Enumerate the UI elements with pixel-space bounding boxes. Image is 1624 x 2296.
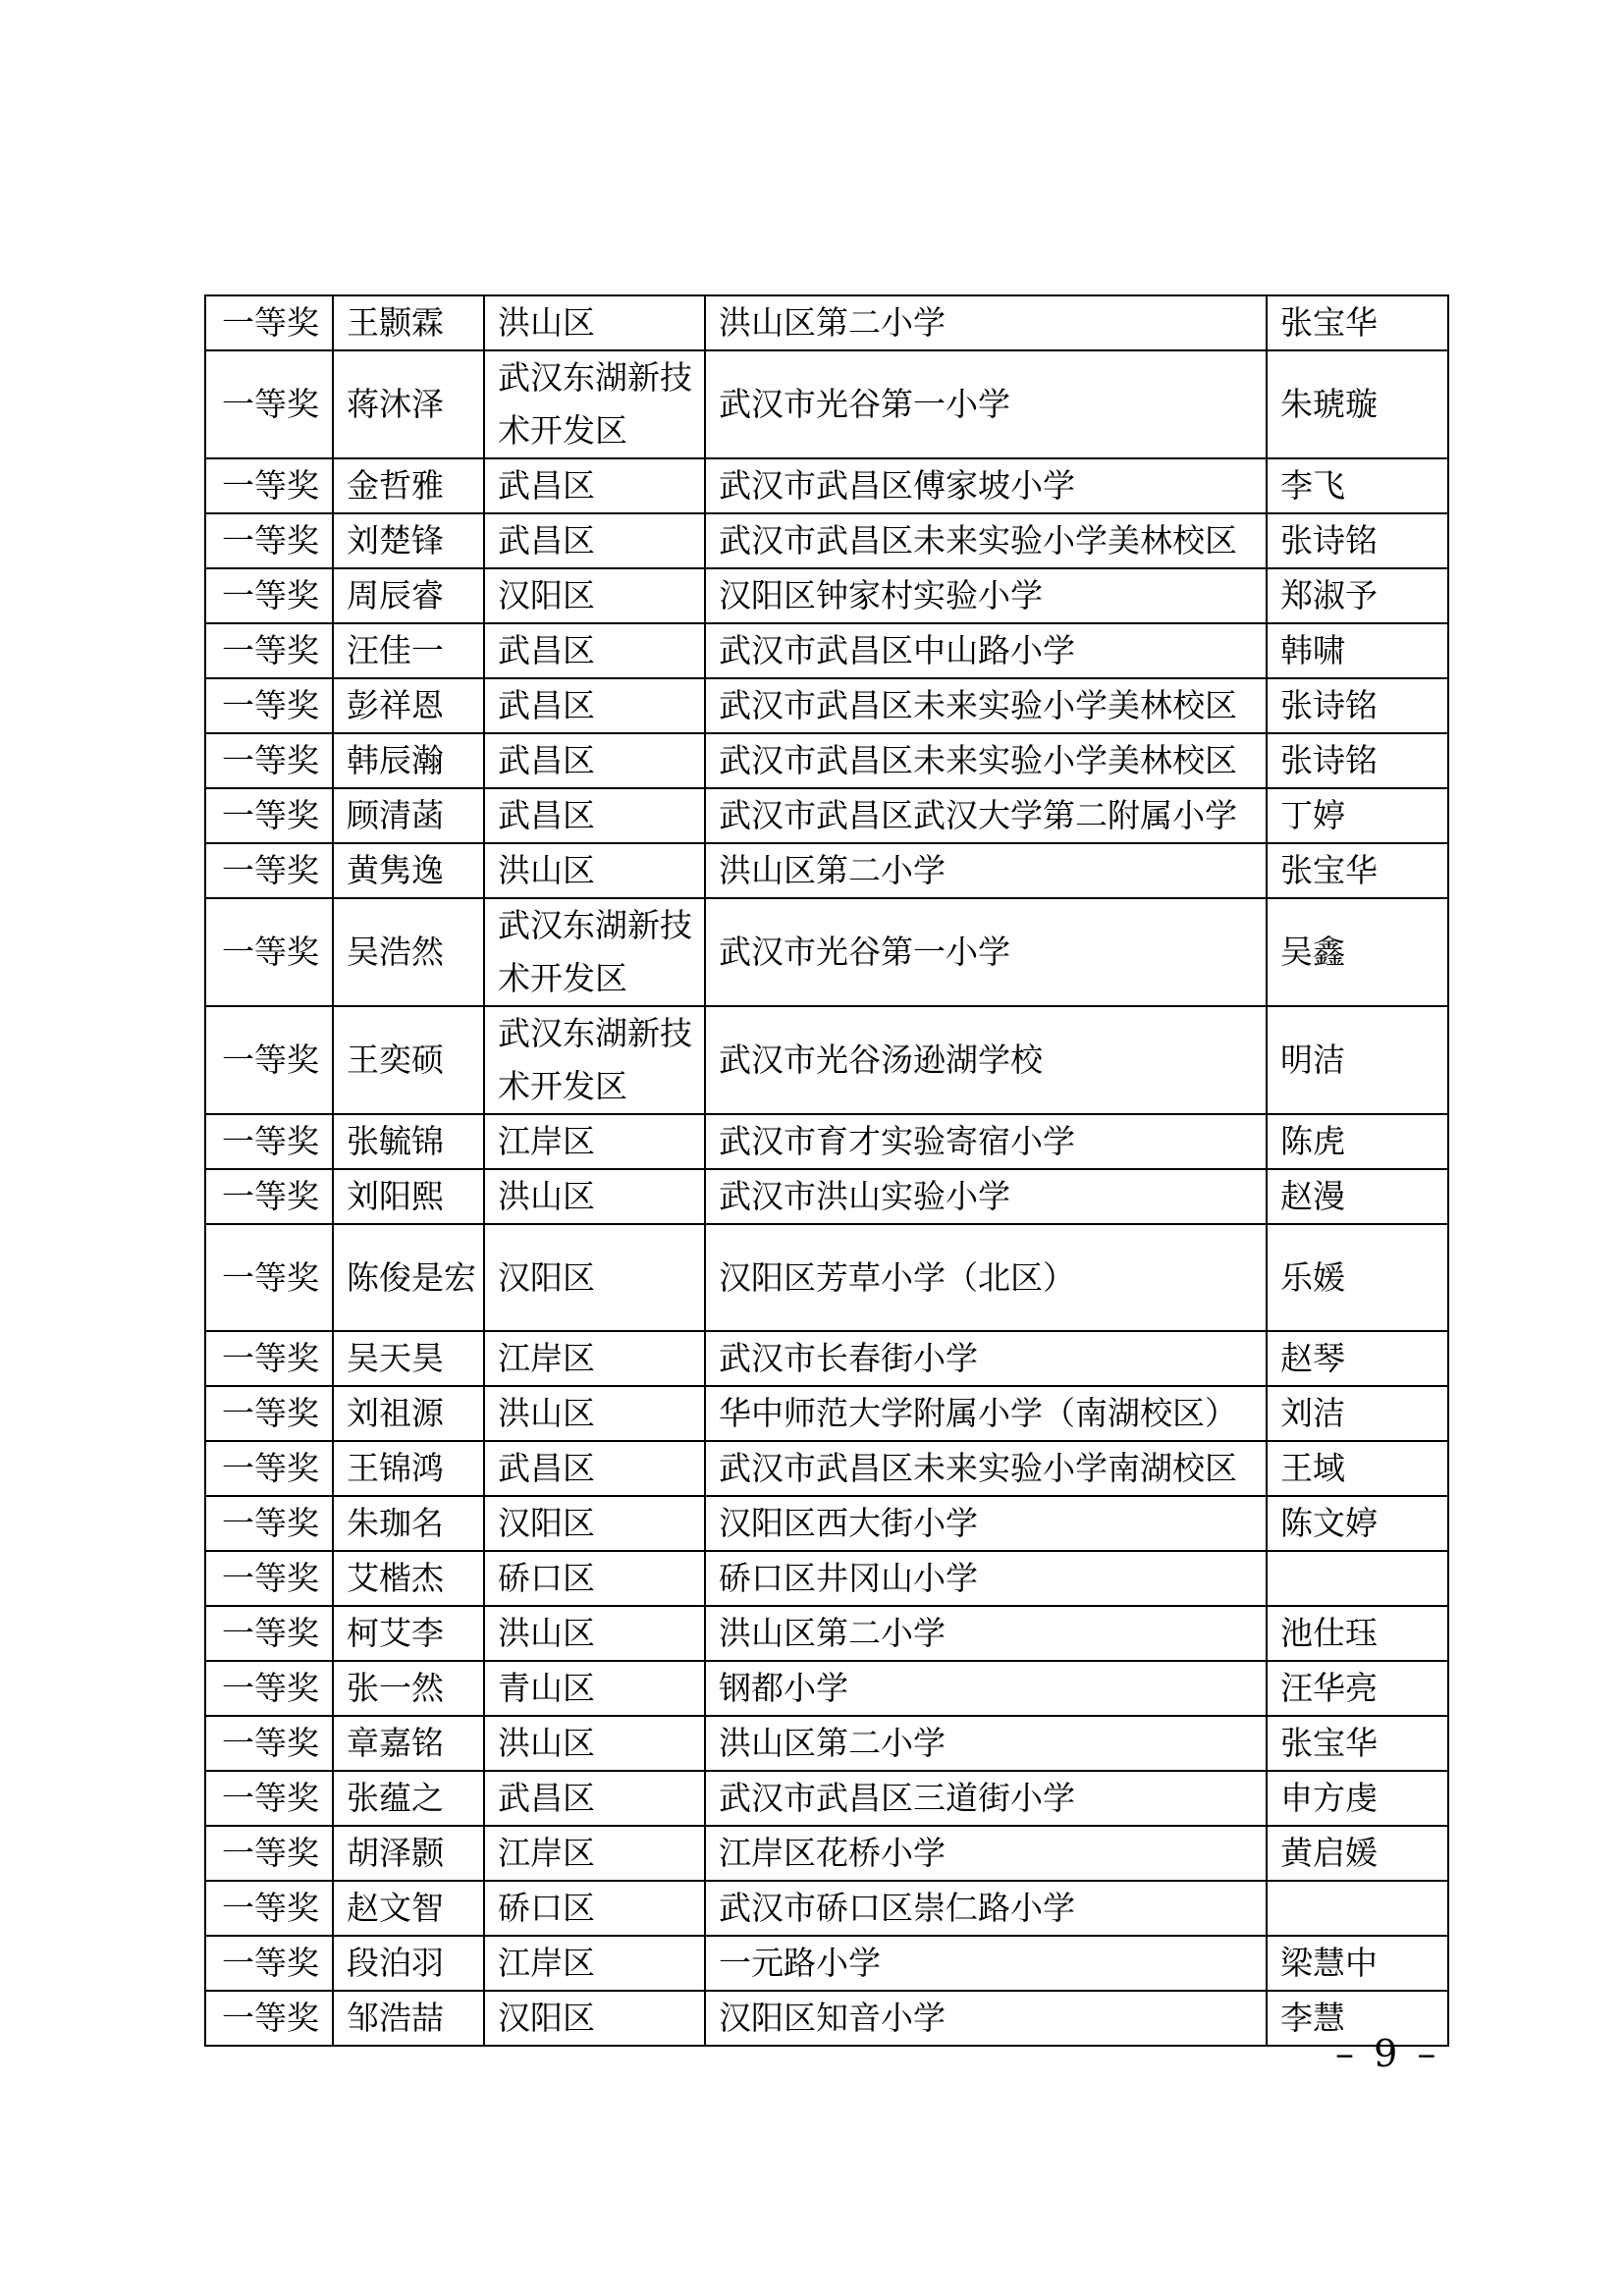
student-name-cell: 顾清菡 <box>333 788 484 843</box>
school-cell: 武汉市硚口区崇仁路小学 <box>705 1881 1267 1936</box>
table-row <box>205 1716 1448 1771</box>
teacher-cell: 韩啸 <box>1267 623 1448 678</box>
teacher-cell: 张宝华 <box>1267 843 1448 898</box>
school-cell: 洪山区第二小学 <box>705 843 1267 898</box>
table-row <box>205 458 1448 513</box>
award-level-cell: 一等奖 <box>205 458 333 513</box>
district-cell: 洪山区 <box>484 295 705 350</box>
school-cell: 汉阳区芳草小学（北区） <box>705 1224 1267 1331</box>
teacher-cell: 乐媛 <box>1267 1224 1448 1331</box>
table-row <box>205 1551 1448 1606</box>
district-cell: 武汉东湖新技术开发区 <box>484 898 705 1006</box>
award-level-cell: 一等奖 <box>205 1114 333 1169</box>
student-name-cell: 王奕硕 <box>333 1006 484 1114</box>
award-table <box>204 294 1449 2047</box>
table-row <box>205 1826 1448 1881</box>
award-level-cell: 一等奖 <box>205 788 333 843</box>
student-name-cell: 蒋沐泽 <box>333 350 484 458</box>
student-name-cell: 张一然 <box>333 1661 484 1716</box>
student-name-cell: 刘祖源 <box>333 1386 484 1441</box>
student-name-cell: 张蕴之 <box>333 1771 484 1826</box>
teacher-cell: 梁慧中 <box>1267 1936 1448 1991</box>
student-name-cell: 汪佳一 <box>333 623 484 678</box>
award-level-cell: 一等奖 <box>205 1881 333 1936</box>
school-cell: 汉阳区钟家村实验小学 <box>705 568 1267 623</box>
table-row <box>205 1936 1448 1991</box>
student-name-cell: 金哲雅 <box>333 458 484 513</box>
student-name-cell: 张毓锦 <box>333 1114 484 1169</box>
school-cell: 武汉市武昌区未来实验小学南湖校区 <box>705 1441 1267 1496</box>
award-level-cell: 一等奖 <box>205 678 333 733</box>
school-cell: 洪山区第二小学 <box>705 1716 1267 1771</box>
district-cell: 武汉东湖新技术开发区 <box>484 1006 705 1114</box>
table-row <box>205 1114 1448 1169</box>
teacher-cell: 吴鑫 <box>1267 898 1448 1006</box>
teacher-cell: 池仕珏 <box>1267 1606 1448 1661</box>
district-cell: 武昌区 <box>484 733 705 788</box>
table-row <box>205 568 1448 623</box>
school-cell: 武汉市光谷第一小学 <box>705 350 1267 458</box>
table-row <box>205 898 1448 1006</box>
teacher-cell: 郑淑予 <box>1267 568 1448 623</box>
school-cell: 武汉市武昌区未来实验小学美林校区 <box>705 513 1267 568</box>
teacher-cell: 张宝华 <box>1267 1716 1448 1771</box>
teacher-cell: 李飞 <box>1267 458 1448 513</box>
teacher-cell: 朱琥璇 <box>1267 350 1448 458</box>
district-cell: 武昌区 <box>484 1441 705 1496</box>
school-cell: 汉阳区知音小学 <box>705 1991 1267 2046</box>
award-level-cell: 一等奖 <box>205 1551 333 1606</box>
school-cell: 汉阳区西大街小学 <box>705 1496 1267 1551</box>
district-cell: 武昌区 <box>484 678 705 733</box>
school-cell: 一元路小学 <box>705 1936 1267 1991</box>
district-cell: 青山区 <box>484 1661 705 1716</box>
teacher-cell: 陈虎 <box>1267 1114 1448 1169</box>
district-cell: 洪山区 <box>484 843 705 898</box>
teacher-cell: 汪华亮 <box>1267 1661 1448 1716</box>
award-level-cell: 一等奖 <box>205 733 333 788</box>
award-level-cell: 一等奖 <box>205 1826 333 1881</box>
table-row <box>205 1661 1448 1716</box>
district-cell: 硚口区 <box>484 1881 705 1936</box>
district-cell: 硚口区 <box>484 1551 705 1606</box>
page-number: – 9 – <box>1335 2032 1440 2075</box>
district-cell: 汉阳区 <box>484 1224 705 1331</box>
award-level-cell: 一等奖 <box>205 1441 333 1496</box>
school-cell: 武汉市武昌区未来实验小学美林校区 <box>705 733 1267 788</box>
table-row <box>205 513 1448 568</box>
student-name-cell: 吴浩然 <box>333 898 484 1006</box>
district-cell: 洪山区 <box>484 1169 705 1224</box>
school-cell: 洪山区第二小学 <box>705 295 1267 350</box>
award-level-cell: 一等奖 <box>205 1606 333 1661</box>
district-cell: 武汉东湖新技术开发区 <box>484 350 705 458</box>
table-row <box>205 295 1448 350</box>
district-cell: 洪山区 <box>484 1606 705 1661</box>
award-level-cell: 一等奖 <box>205 1386 333 1441</box>
award-level-cell: 一等奖 <box>205 1331 333 1386</box>
student-name-cell: 黄隽逸 <box>333 843 484 898</box>
table-row <box>205 1606 1448 1661</box>
student-name-cell: 刘楚锋 <box>333 513 484 568</box>
table-row <box>205 678 1448 733</box>
award-level-cell: 一等奖 <box>205 350 333 458</box>
school-cell: 武汉市武昌区傅家坡小学 <box>705 458 1267 513</box>
teacher-cell: 王域 <box>1267 1441 1448 1496</box>
teacher-cell: 黄启媛 <box>1267 1826 1448 1881</box>
school-cell: 洪山区第二小学 <box>705 1606 1267 1661</box>
teacher-cell: 张宝华 <box>1267 295 1448 350</box>
district-cell: 汉阳区 <box>484 1991 705 2046</box>
table-row <box>205 1006 1448 1114</box>
student-name-cell: 段泊羽 <box>333 1936 484 1991</box>
table-row <box>205 1169 1448 1224</box>
award-level-cell: 一等奖 <box>205 513 333 568</box>
student-name-cell: 陈俊是宏 <box>333 1224 484 1331</box>
student-name-cell: 章嘉铭 <box>333 1716 484 1771</box>
school-cell: 武汉市武昌区三道街小学 <box>705 1771 1267 1826</box>
table-row <box>205 1991 1448 2046</box>
district-cell: 江岸区 <box>484 1114 705 1169</box>
student-name-cell: 朱珈名 <box>333 1496 484 1551</box>
award-level-cell: 一等奖 <box>205 295 333 350</box>
school-cell: 武汉市武昌区未来实验小学美林校区 <box>705 678 1267 733</box>
table-row <box>205 843 1448 898</box>
table-row <box>205 1441 1448 1496</box>
district-cell: 江岸区 <box>484 1936 705 1991</box>
table-row <box>205 1224 1448 1331</box>
student-name-cell: 周辰睿 <box>333 568 484 623</box>
district-cell: 江岸区 <box>484 1331 705 1386</box>
award-level-cell: 一等奖 <box>205 568 333 623</box>
award-level-cell: 一等奖 <box>205 843 333 898</box>
teacher-cell: 丁婷 <box>1267 788 1448 843</box>
district-cell: 武昌区 <box>484 458 705 513</box>
district-cell: 江岸区 <box>484 1826 705 1881</box>
award-level-cell: 一等奖 <box>205 623 333 678</box>
award-level-cell: 一等奖 <box>205 1496 333 1551</box>
award-level-cell: 一等奖 <box>205 1006 333 1114</box>
district-cell: 汉阳区 <box>484 1496 705 1551</box>
district-cell: 洪山区 <box>484 1716 705 1771</box>
student-name-cell: 吴天昊 <box>333 1331 484 1386</box>
student-name-cell: 彭祥恩 <box>333 678 484 733</box>
table-row <box>205 788 1448 843</box>
district-cell: 洪山区 <box>484 1386 705 1441</box>
school-cell: 武汉市洪山实验小学 <box>705 1169 1267 1224</box>
student-name-cell: 王锦鸿 <box>333 1441 484 1496</box>
table-row <box>205 733 1448 788</box>
teacher-cell: 刘洁 <box>1267 1386 1448 1441</box>
table-row <box>205 1331 1448 1386</box>
school-cell: 江岸区花桥小学 <box>705 1826 1267 1881</box>
teacher-cell <box>1267 1551 1448 1606</box>
school-cell: 武汉市长春街小学 <box>705 1331 1267 1386</box>
student-name-cell: 邹浩喆 <box>333 1991 484 2046</box>
school-cell: 武汉市光谷第一小学 <box>705 898 1267 1006</box>
table-row <box>205 623 1448 678</box>
award-level-cell: 一等奖 <box>205 1991 333 2046</box>
award-level-cell: 一等奖 <box>205 1716 333 1771</box>
school-cell: 武汉市光谷汤逊湖学校 <box>705 1006 1267 1114</box>
teacher-cell <box>1267 1881 1448 1936</box>
award-level-cell: 一等奖 <box>205 1936 333 1991</box>
district-cell: 武昌区 <box>484 1771 705 1826</box>
teacher-cell: 明洁 <box>1267 1006 1448 1114</box>
school-cell: 武汉市武昌区武汉大学第二附属小学 <box>705 788 1267 843</box>
award-level-cell: 一等奖 <box>205 898 333 1006</box>
school-cell: 华中师范大学附属小学（南湖校区） <box>705 1386 1267 1441</box>
teacher-cell: 李慧 <box>1267 1991 1448 2046</box>
teacher-cell: 张诗铭 <box>1267 513 1448 568</box>
table-row <box>205 1386 1448 1441</box>
table-row <box>205 1496 1448 1551</box>
teacher-cell: 申方虔 <box>1267 1771 1448 1826</box>
school-cell: 武汉市武昌区中山路小学 <box>705 623 1267 678</box>
award-level-cell: 一等奖 <box>205 1771 333 1826</box>
student-name-cell: 胡泽颢 <box>333 1826 484 1881</box>
teacher-cell: 张诗铭 <box>1267 678 1448 733</box>
table-row <box>205 1881 1448 1936</box>
table-row <box>205 350 1448 458</box>
school-cell: 硚口区井冈山小学 <box>705 1551 1267 1606</box>
student-name-cell: 韩辰瀚 <box>333 733 484 788</box>
teacher-cell: 陈文婷 <box>1267 1496 1448 1551</box>
award-level-cell: 一等奖 <box>205 1169 333 1224</box>
award-level-cell: 一等奖 <box>205 1224 333 1331</box>
teacher-cell: 赵琴 <box>1267 1331 1448 1386</box>
award-level-cell: 一等奖 <box>205 1661 333 1716</box>
school-cell: 钢都小学 <box>705 1661 1267 1716</box>
student-name-cell: 柯艾李 <box>333 1606 484 1661</box>
school-cell: 武汉市育才实验寄宿小学 <box>705 1114 1267 1169</box>
student-name-cell: 艾楷杰 <box>333 1551 484 1606</box>
student-name-cell: 赵文智 <box>333 1881 484 1936</box>
district-cell: 武昌区 <box>484 513 705 568</box>
teacher-cell: 赵漫 <box>1267 1169 1448 1224</box>
district-cell: 武昌区 <box>484 788 705 843</box>
district-cell: 武昌区 <box>484 623 705 678</box>
student-name-cell: 王颢霖 <box>333 295 484 350</box>
award-table-body <box>205 295 1448 2046</box>
teacher-cell: 张诗铭 <box>1267 733 1448 788</box>
student-name-cell: 刘阳熙 <box>333 1169 484 1224</box>
district-cell: 汉阳区 <box>484 568 705 623</box>
table-row <box>205 1771 1448 1826</box>
